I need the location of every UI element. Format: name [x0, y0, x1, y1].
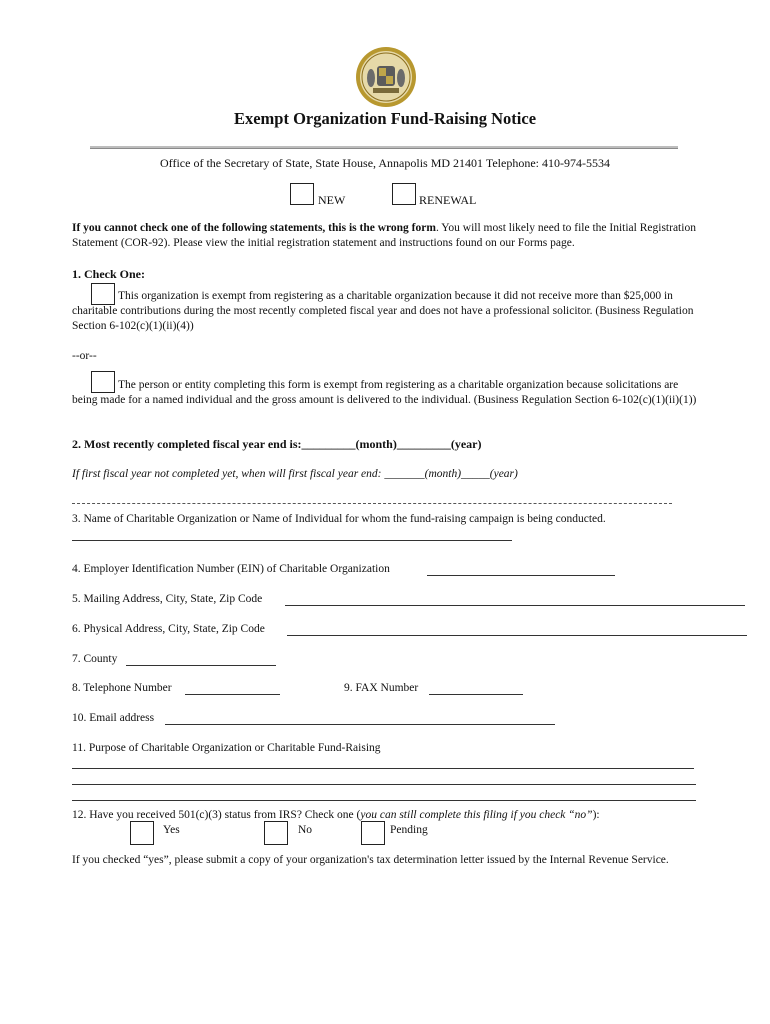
q12-yes-checkbox[interactable] — [130, 821, 154, 845]
page-title: Exempt Organization Fund-Raising Notice — [233, 109, 537, 128]
q12-no-label: No — [298, 824, 313, 836]
q11-purpose-line-3[interactable] — [72, 800, 696, 801]
q3-organization-name-line[interactable] — [72, 540, 512, 541]
q12-no-checkbox[interactable] — [264, 821, 288, 845]
q10-email-label: 10. Email address — [72, 712, 155, 724]
q6-physical-address-label: 6. Physical Address, City, State, Zip Code — [72, 623, 265, 635]
q8-telephone-line[interactable] — [185, 694, 280, 695]
q4-ein-line[interactable] — [427, 575, 615, 576]
office-contact-line: Office of the Secretary of State, State House, Annapolis MD 21401 Telephone: 410-974-5534 — [160, 156, 610, 170]
q10-email-line[interactable] — [165, 724, 555, 725]
renewal-label: RENEWAL — [419, 193, 477, 207]
section-divider — [72, 503, 672, 504]
exempt-option2-text: The person or entity completing this form is exempt from registering as a charitable organization because solicitations are being made for a named individual and the gross amount is delivered to the individual. (Business Regulation Section 6-102(c)(1)(ii)(1)) — [72, 379, 697, 406]
q12-pending-checkbox[interactable] — [361, 821, 385, 845]
intro-paragraph — [72, 221, 702, 251]
q12-close: ): — [592, 809, 600, 821]
new-label: NEW — [318, 193, 346, 207]
first-fiscal-year-note[interactable]: If first fiscal year not completed yet, when will first fiscal year end: _______(month)_____(year) — [72, 468, 518, 480]
q7-county-line[interactable] — [126, 665, 276, 666]
intro-rest: . You will most likely need to file the Initial Registration Statement (COR-92). Please view the initial registration statement and instructions found on our Forms page. — [72, 222, 696, 249]
q5-mailing-address-line[interactable] — [285, 605, 745, 606]
q4-ein-label: 4. Employer Identification Number (EIN) of Charitable Organization — [72, 563, 390, 575]
q12-pending-label: Pending — [390, 824, 428, 836]
new-checkbox[interactable] — [290, 183, 314, 205]
exempt-option1-text: This organization is exempt from registering as a charitable organization because it did not receive more than $25,000 in charitable contributions during the most recently completed fiscal year and does not have a professional solicitor. (Business Regulation Section 6-102(c)(1)(ii)(4)) — [72, 290, 694, 332]
q12-question-text: 12. Have you received 501(c)(3) status from IRS? Check one ( — [72, 809, 361, 821]
q12-italic-note: you can still complete this filing if you check “no” — [360, 809, 593, 821]
q6-physical-address-line[interactable] — [287, 635, 747, 636]
state-seal-logo — [355, 46, 417, 108]
fiscal-year-question[interactable]: 2. Most recently completed fiscal year end is:_________(month)_________(year) — [72, 437, 482, 451]
title-divider — [90, 146, 678, 149]
q11-purpose-line-1[interactable] — [72, 768, 694, 769]
q11-purpose-line-2[interactable] — [72, 784, 696, 785]
q9-fax-label: 9. FAX Number — [344, 682, 419, 694]
q8-telephone-label: 8. Telephone Number — [72, 682, 172, 694]
section1-heading: 1. Check One: — [72, 267, 145, 281]
q9-fax-line[interactable] — [429, 694, 523, 695]
or-separator: --or-- — [72, 350, 97, 362]
intro-warning: If you cannot check one of the following statements, this is the wrong form — [72, 222, 436, 234]
renewal-checkbox[interactable] — [392, 183, 416, 205]
q12-yes-label: Yes — [163, 824, 180, 836]
q3-organization-name-label: 3. Name of Charitable Organization or Name of Individual for whom the fund-raising campaign is being conducted. — [72, 513, 606, 525]
tax-letter-note: If you checked “yes”, please submit a copy of your organization's tax determination letter issued by the Internal Revenue Service. — [72, 854, 669, 866]
q5-mailing-address-label: 5. Mailing Address, City, State, Zip Code — [72, 593, 263, 605]
q11-purpose-label: 11. Purpose of Charitable Organization or Charitable Fund-Raising — [72, 742, 381, 754]
q7-county-label: 7. County — [72, 653, 118, 665]
